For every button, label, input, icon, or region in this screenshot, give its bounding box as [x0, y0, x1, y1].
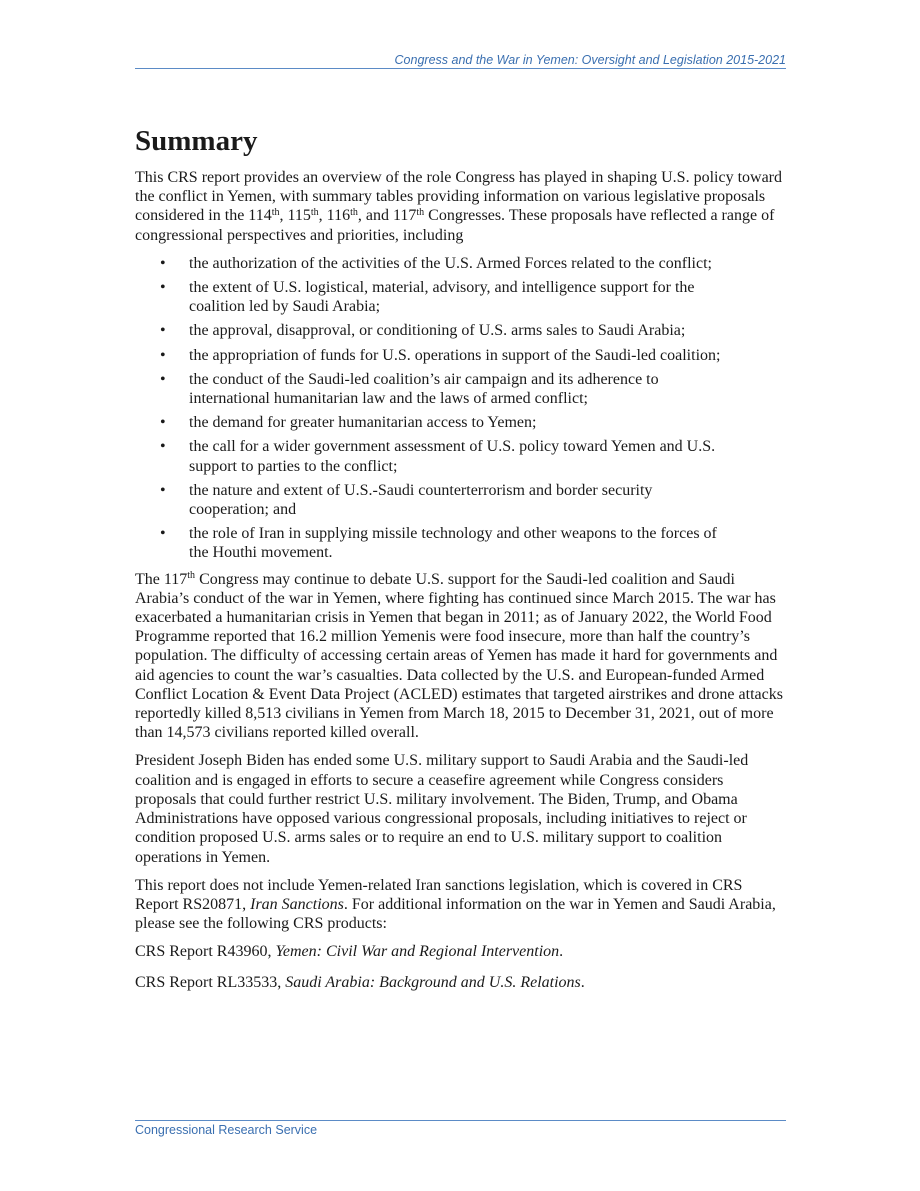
- list-item-text: the call for a wider government assessment of U.S. policy toward Yemen and U.S. support to parties to the conflict;: [189, 438, 716, 475]
- crs-reference-rl33533: [135, 973, 787, 992]
- list-item-text: the conduct of the Saudi-led coalition’s air campaign and its adherence to international humanitarian law and the laws of armed conflict;: [189, 370, 659, 408]
- list-item: [135, 254, 729, 273]
- footer-organization: Congressional Research Service: [135, 1123, 318, 1137]
- ref-title: Saudi Arabia: Background and U.S. Relations: [285, 973, 581, 991]
- ref-suffix: .: [559, 943, 564, 961]
- priorities-list: [135, 254, 787, 563]
- bullet-icon: •: [160, 438, 166, 456]
- running-header-title: Congress and the War in Yemen: Oversight and Legislation 2015-2021: [394, 53, 786, 67]
- bullet-icon: •: [160, 322, 166, 340]
- bullet-icon: •: [160, 414, 166, 432]
- intro-text-5: Congresses. These proposals have reflected a range of congressional perspectives and priorities, including: [135, 207, 775, 244]
- intro-sup-4: th: [416, 207, 425, 219]
- ref-suffix: .: [580, 973, 585, 991]
- list-item: [135, 346, 729, 365]
- congress-paragraph: [135, 570, 787, 743]
- para4-text-1: This report does not include Yemen-related Iran sanctions legislation, which is covered in CRS Report RS20871,: [135, 876, 743, 913]
- bullet-icon: •: [160, 346, 166, 364]
- bullet-icon: •: [160, 481, 166, 499]
- bullet-icon: •: [160, 279, 166, 297]
- list-item-text: the approval, disapproval, or conditioning of U.S. arms sales to Saudi Arabia;: [189, 322, 686, 340]
- running-header: [135, 53, 786, 69]
- ref-prefix: CRS Report R43960,: [135, 943, 276, 961]
- intro-sup-1: th: [271, 207, 280, 219]
- list-item-text: the nature and extent of U.S.-Saudi counterterrorism and border security cooperation; and: [189, 481, 653, 519]
- para2-text-1: The 117: [135, 570, 188, 588]
- report-title-iran-sanctions: Iran Sanctions: [250, 895, 344, 913]
- list-item: [135, 321, 729, 340]
- bullet-icon: •: [160, 525, 166, 543]
- list-item: [135, 413, 729, 432]
- intro-sup-2: th: [310, 207, 319, 219]
- list-item: [135, 370, 729, 408]
- bullet-icon: •: [160, 254, 166, 272]
- list-item-text: the demand for greater humanitarian access to Yemen;: [189, 414, 537, 432]
- bullet-icon: •: [160, 370, 166, 388]
- summary-heading: Summary: [135, 125, 258, 157]
- intro-sup-3: th: [350, 207, 358, 219]
- summary-section: [135, 122, 787, 1003]
- list-item: [135, 278, 729, 316]
- para2-text-2: Congress may continue to debate U.S. support for the Saudi-led coalition and Saudi Arabia’s conduct of the war in Yemen, where fighting has continued since March 2015. The war has exacerbated a humanitarian crisis in Yemen that began in 2011; as of January 2022, the World Food Programme reported that 16.2 million Yemenis were food insecure, more than half the country’s population. The difficulty of accessing certain areas of Yemen has made it hard for governments and aid agencies to count the war’s casualties. Data collected by the U.S. and European-funded Armed Conflict Location & Event Data Project (ACLED) estimates that targeted airstrikes and drone attacks reportedly killed 8,513 civilians in Yemen from March 18, 2015 to December 31, 2021, out of more than 14,573 civilians reported killed overall.: [135, 570, 783, 742]
- para4-text-2: . For additional information on the war in Yemen and Saudi Arabia, please see the following CRS products:: [135, 895, 776, 933]
- ref-prefix: CRS Report RL33533,: [135, 973, 286, 991]
- intro-text-4: , and 117: [357, 207, 417, 225]
- intro-text-3: , 116: [318, 207, 351, 225]
- list-item-text: the appropriation of funds for U.S. operations in support of the Saudi-led coalition;: [189, 346, 721, 364]
- ref-title: Yemen: Civil War and Regional Intervention: [275, 943, 560, 961]
- intro-text-1: This CRS report provides an overview of the role Congress has played in shaping U.S. policy toward the conflict in Yemen, with summary tables providing information on various legislative proposals considered in the 114: [135, 169, 782, 225]
- sanctions-paragraph: [135, 876, 787, 934]
- list-item: [135, 481, 729, 519]
- intro-text-2: , 115: [279, 207, 311, 225]
- para2-sup: th: [187, 570, 196, 582]
- list-item-text: the authorization of the activities of the U.S. Armed Forces related to the conflict;: [189, 254, 712, 272]
- page-footer: [135, 1120, 786, 1137]
- intro-paragraph: [135, 168, 787, 245]
- list-item: [135, 524, 729, 562]
- list-item-text: the extent of U.S. logistical, material, advisory, and intelligence support for the coalition led by Saudi Arabia;: [189, 279, 695, 316]
- list-item: [135, 437, 729, 475]
- biden-paragraph: President Joseph Biden has ended some U.S. military support to Saudi Arabia and the Saudi-led coalition and is engaged in efforts to secure a ceasefire agreement while Congress considers proposals that could further restrict U.S. military involvement. The Biden, Trump, and Obama Administrations have opposed various congressional proposals, including initiatives to reject or condition proposed U.S. arms sales or to require an end to U.S. military support to coalition operations in Yemen.: [135, 752, 749, 866]
- list-item-text: the role of Iran in supplying missile technology and other weapons to the forces of the Houthi movement.: [189, 525, 717, 562]
- crs-reference-r43960: [135, 942, 787, 961]
